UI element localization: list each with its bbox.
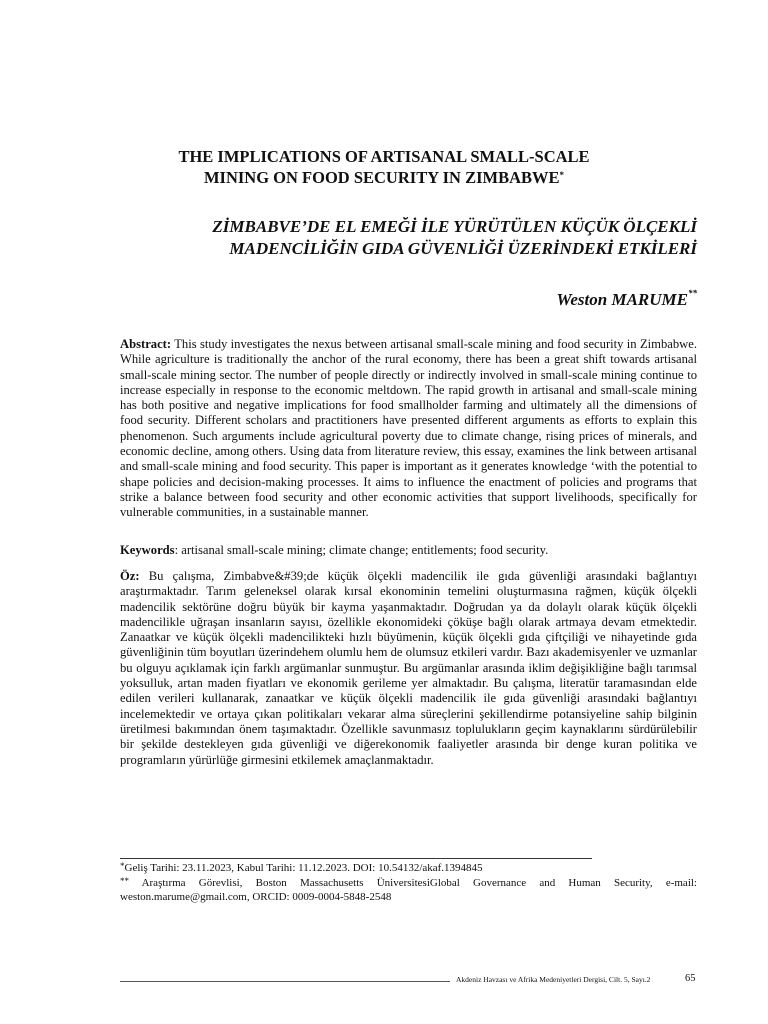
author-footnote-mark[interactable]: **	[688, 288, 697, 298]
oz-label: Öz:	[120, 569, 140, 583]
footnote-1-mark: *	[120, 861, 125, 871]
footnote-2-mark: **	[120, 876, 129, 886]
footnote-2-text: Araştırma Görevlisi, Boston Massachusetts ÜniversitesiGlobal Governance and Human Security, e-mail: weston.marume@gmail.com, ORCID: 0009-0004-5848-2548	[120, 877, 697, 903]
footnote-1	[120, 862, 697, 876]
abstract-text: This study investigates the nexus between artisanal small-scale mining and food security in Zimbabwe. While agriculture is traditionally the anchor of the rural economy, there has been a great shift towards artisanal small-scale mining sector. The number of people directly or indirectly involved in small-scale mining continue to increase especially in response to the economic meltdown. The rapid growth in artisanal and small-scale mining has both positive and negative implications for food smallholder farming and ultimately all the dimensions of food security. Different scholars and practitioners have presented different arguments as efforts to explain this phenomenon. Such arguments include agricultural poverty due to climate change, rising prices of minerals, and economic decline, among others. Using data from literature review, this essay, examines the link between artisanal and small-scale mining and food security. This paper is important as it generates knowledge ‘with the potential to shape policies and decision-making processes. It aims to influence the enactment of policies and programs that strike a balance between food security and other economic activities that support livelihoods, specifically for vulnerable communities, in a sustainable manner.	[120, 337, 697, 520]
keywords-paragraph	[120, 543, 697, 558]
article-subtitle-turkish	[100, 216, 697, 260]
keywords-label: Keywords	[120, 543, 175, 557]
journal-name: Akdeniz Havzası ve Afrika Medeniyetleri Dergisi, Cilt. 5, Sayı.2	[456, 975, 651, 984]
title-footnote-mark[interactable]: *	[559, 170, 565, 180]
footnote-divider	[120, 858, 592, 859]
abstract-label: Abstract:	[120, 337, 172, 351]
author	[300, 290, 697, 310]
footnote-2	[120, 877, 697, 904]
title-line-2: MINING ON FOOD SECURITY IN ZIMBABWE	[203, 168, 560, 187]
author-name: Weston MARUME	[556, 290, 688, 309]
article-title	[100, 146, 668, 188]
abstract-paragraph	[120, 337, 697, 521]
subtitle-line-1: ZİMBABVE’DE EL EMEĞİ İLE YÜRÜTÜLEN KÜÇÜK ÖLÇEKLİ	[212, 217, 697, 236]
title-line-1: THE IMPLICATIONS OF ARTISANAL SMALL-SCALE	[178, 147, 590, 166]
subtitle-line-2: MADENCİLİĞİN GIDA GÜVENLİĞİ ÜZERİNDEKİ ETKİLERİ	[229, 239, 697, 258]
keywords-text: : artisanal small-scale mining; climate change; entitlements; food security.	[174, 543, 549, 557]
footer-divider	[120, 981, 450, 982]
footnote-1-text: Geliş Tarihi: 23.11.2023, Kabul Tarihi: 11.12.2023. DOI: 10.54132/akaf.1394845	[124, 862, 483, 874]
page-number: 65	[685, 973, 696, 984]
oz-text: Bu çalışma, Zimbabve&#39;de küçük ölçekli madencilik ile gıda güvenliği arasındaki bağlantıyı araştırmaktadır. Tarım geleneksel olarak kırsal ekonominin temelini oluşturmasına rağmen, küçük ölçekli madencilik sektörüne doğru büyük bir kayma yaşanmaktadır. Doğrudan ya da dolaylı olarak küçük ölçekli madencilikle uğraşan insanların sayısı, özellikle ekonomideki çöküşe bağlı olarak artmaya devam etmektedir. Zanaatkar ve küçük ölçekli madencilikteki hızlı büyümenin, küçük ölçekli gıda çiftçiliği ve nihayetinde gıda güvenliğinin tüm boyutları üzerindehem olumlu hem de olumsuz etkileri vardır. Bazı akademisyenler ve uzmanlar bu olguyu açıklamak için farklı argümanlar sunmuştur. Bu argümanlar arasında iklim değişikliğine bağlı tarımsal yoksulluk, artan maden fiyatları ve ekonomik gerileme yer almaktadır. Bu çalışma, literatür taramasından elde edilen verileri kullanarak, zanaatkar ve küçük ölçekli madencilik ile gıda güvenliği arasındaki bağlantıyı incelemektedir ve ortaya çıkan politikaları vekarar alma süreçlerini şekillendirme potansiyeline sahip bilginin üretilmesi bakımından önem taşımaktadır. Özellikle savunmasız toplulukların geçim kaynaklarını sürdürülebilir bir şekilde destekleyen gıda güvenliği ve diğerekonomik faaliyetler arasında bir denge kuran politika ve programların yürürlüğe girmesini etkilemek amaçlanmaktadır.	[120, 569, 697, 767]
oz-paragraph	[120, 569, 697, 768]
